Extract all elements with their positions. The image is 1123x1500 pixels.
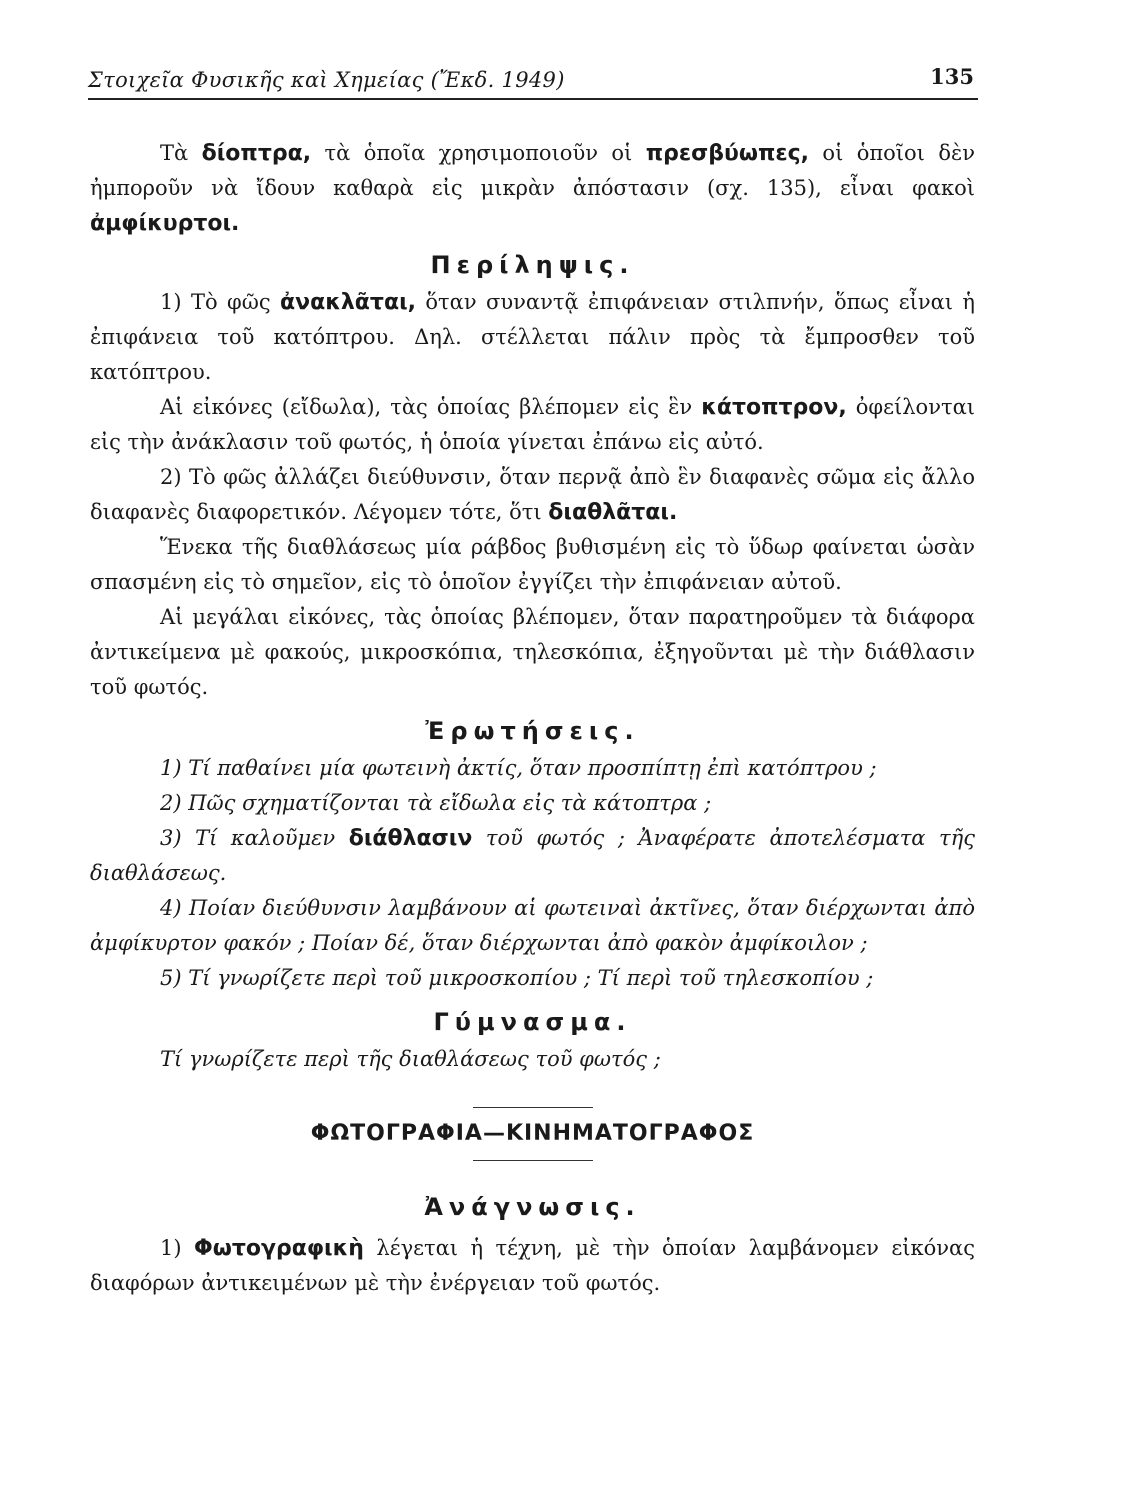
bold-term: ἀμφίκυρτοι. [90, 211, 240, 236]
text-run: Τὰ [160, 141, 202, 165]
summary-paragraph-1 [90, 285, 975, 390]
section-title: ΦΩΤΟΓΡΑΦΙΑ—ΚΙΝΗΜΑΤΟΓΡΑΦΟΣ [310, 1121, 755, 1146]
bold-term: διαθλᾶται. [548, 500, 678, 525]
text-run: τὰ ὁποῖα χρησιμοποιοῦν οἱ [311, 141, 646, 165]
running-title: Στοιχεῖα Φυσικῆς καὶ Χημείας (Ἔκδ. 1949) [88, 68, 565, 92]
bold-term: διάθλασιν [348, 826, 473, 851]
question-5: 5) Τί γνωρίζετε περὶ τοῦ μικροσκοπίου ; Τί περὶ τοῦ τηλεσκοπίου ; [160, 966, 874, 990]
text-run: 1) Τὸ φῶς [160, 290, 281, 314]
text-run: 2) Τὸ φῶς ἀλλάζει διεύθυνσιν, ὅταν περνᾷ ἀπὸ ἓν διαφανὲς σῶμα εἰς ἄλλο διαφανὲς διαφορετικόν. Λέγομεν τότε, ὅτι [90, 465, 975, 524]
question-3 [90, 821, 975, 891]
page-body [90, 136, 975, 1301]
bold-term: κάτοπτρον, [701, 395, 847, 420]
summary-paragraph-5: Αἱ μεγάλαι εἰκόνες, τὰς ὁποίας βλέπομεν, ὅταν παρατηροῦμεν τὰ διάφορα ἀντικείμενα μὲ φακούς, μικροσκόπια, τηλεσκόπια, ἐξηγοῦνται μὲ τὴν διάθλασιν τοῦ φωτός. [90, 605, 975, 699]
summary-paragraph-3 [90, 460, 975, 530]
text-run: 1) [160, 1236, 195, 1260]
page-number: 135 [930, 64, 974, 89]
questions-heading: Ἐρωτήσεις. [425, 717, 640, 745]
text-run: τοῦ φωτός ; Ἀναφέρατε ἀποτελέσματα τῆς διαθλάσεως. [90, 826, 975, 885]
text-run: οἱ ὁποῖοι δὲν ἠμποροῦν νὰ ἴδουν καθαρὰ εἰς μικρὰν ἀπόστασιν (σχ. 135), εἶναι φακοὶ [90, 141, 976, 200]
bold-term: ἀνακλᾶται, [280, 290, 416, 315]
bold-term: δίοπτρα, [201, 141, 312, 166]
bold-term: Φωτογραφικὴ [194, 1236, 364, 1261]
text-run: 3) Τί καλοῦμεν [160, 826, 349, 850]
reading-heading: Ἀνάγνωσις. [424, 1193, 641, 1221]
reading-paragraph-1 [90, 1231, 975, 1301]
intro-paragraph [90, 136, 975, 241]
question-4: 4) Ποίαν διεύθυνσιν λαμβάνουν αἱ φωτειναὶ ἀκτῖνες, ὅταν διέρχωνται ἀπὸ ἀμφίκυρτον φακόν ; Ποίαν δέ, ὅταν διέρχωνται ἀπὸ φακὸν ἀμφίκοιλον ; [90, 896, 975, 955]
question-1: 1) Τί παθαίνει μία φωτεινὴ ἀκτίς, ὅταν προσπίπτῃ ἐπὶ κατόπτρου ; [160, 756, 877, 780]
summary-paragraph-2 [90, 390, 975, 460]
text-run: Αἱ εἰκόνες (εἴδωλα), τὰς ὁποίας βλέπομεν εἰς ἓν [160, 395, 702, 419]
exercise-text: Τί γνωρίζετε περὶ τῆς διαθλάσεως τοῦ φωτός ; [160, 1047, 661, 1071]
text-run: ὅταν συναντᾷ ἐπιφάνειαν στιλπνήν, ὅπως εἶναι ἡ ἐπιφάνεια τοῦ κατόπτρου. Δηλ. στέλλεται πάλιν πρὸς τὰ ἔμπροσθεν τοῦ κατόπτρου. [90, 290, 975, 384]
bold-term: πρεσβύωπες, [645, 141, 810, 166]
summary-paragraph-4: Ἕνεκα τῆς διαθλάσεως μία ράβδος βυθισμένη εἰς τὸ ὕδωρ φαίνεται ὡσὰν σπασμένη εἰς τὸ σημεῖον, εἰς τὸ ὁποῖον ἐγγίζει τὴν ἐπιφάνειαν αὐτοῦ. [90, 535, 975, 594]
text-run: λέγεται ἡ τέχνη, μὲ τὴν ὁποίαν λαμβάνομεν εἰκόνας διαφόρων ἀντικειμένων μὲ τὴν ἐνέργειαν τοῦ φωτός. [90, 1236, 975, 1295]
page-header [88, 62, 978, 100]
summary-heading: Περίληψις. [430, 251, 635, 279]
question-2: 2) Πῶς σχηματίζονται τὰ εἴδωλα εἰς τὰ κάτοπτρα ; [160, 791, 712, 815]
divider-bottom [473, 1160, 593, 1161]
exercise-heading: Γύμνασμα. [433, 1008, 632, 1036]
divider-top [473, 1107, 593, 1108]
text-run: ὀφείλονται εἰς τὴν ἀνάκλασιν τοῦ φωτός, ἡ ὁποία γίνεται ἐπάνω εἰς αὐτό. [90, 395, 975, 454]
